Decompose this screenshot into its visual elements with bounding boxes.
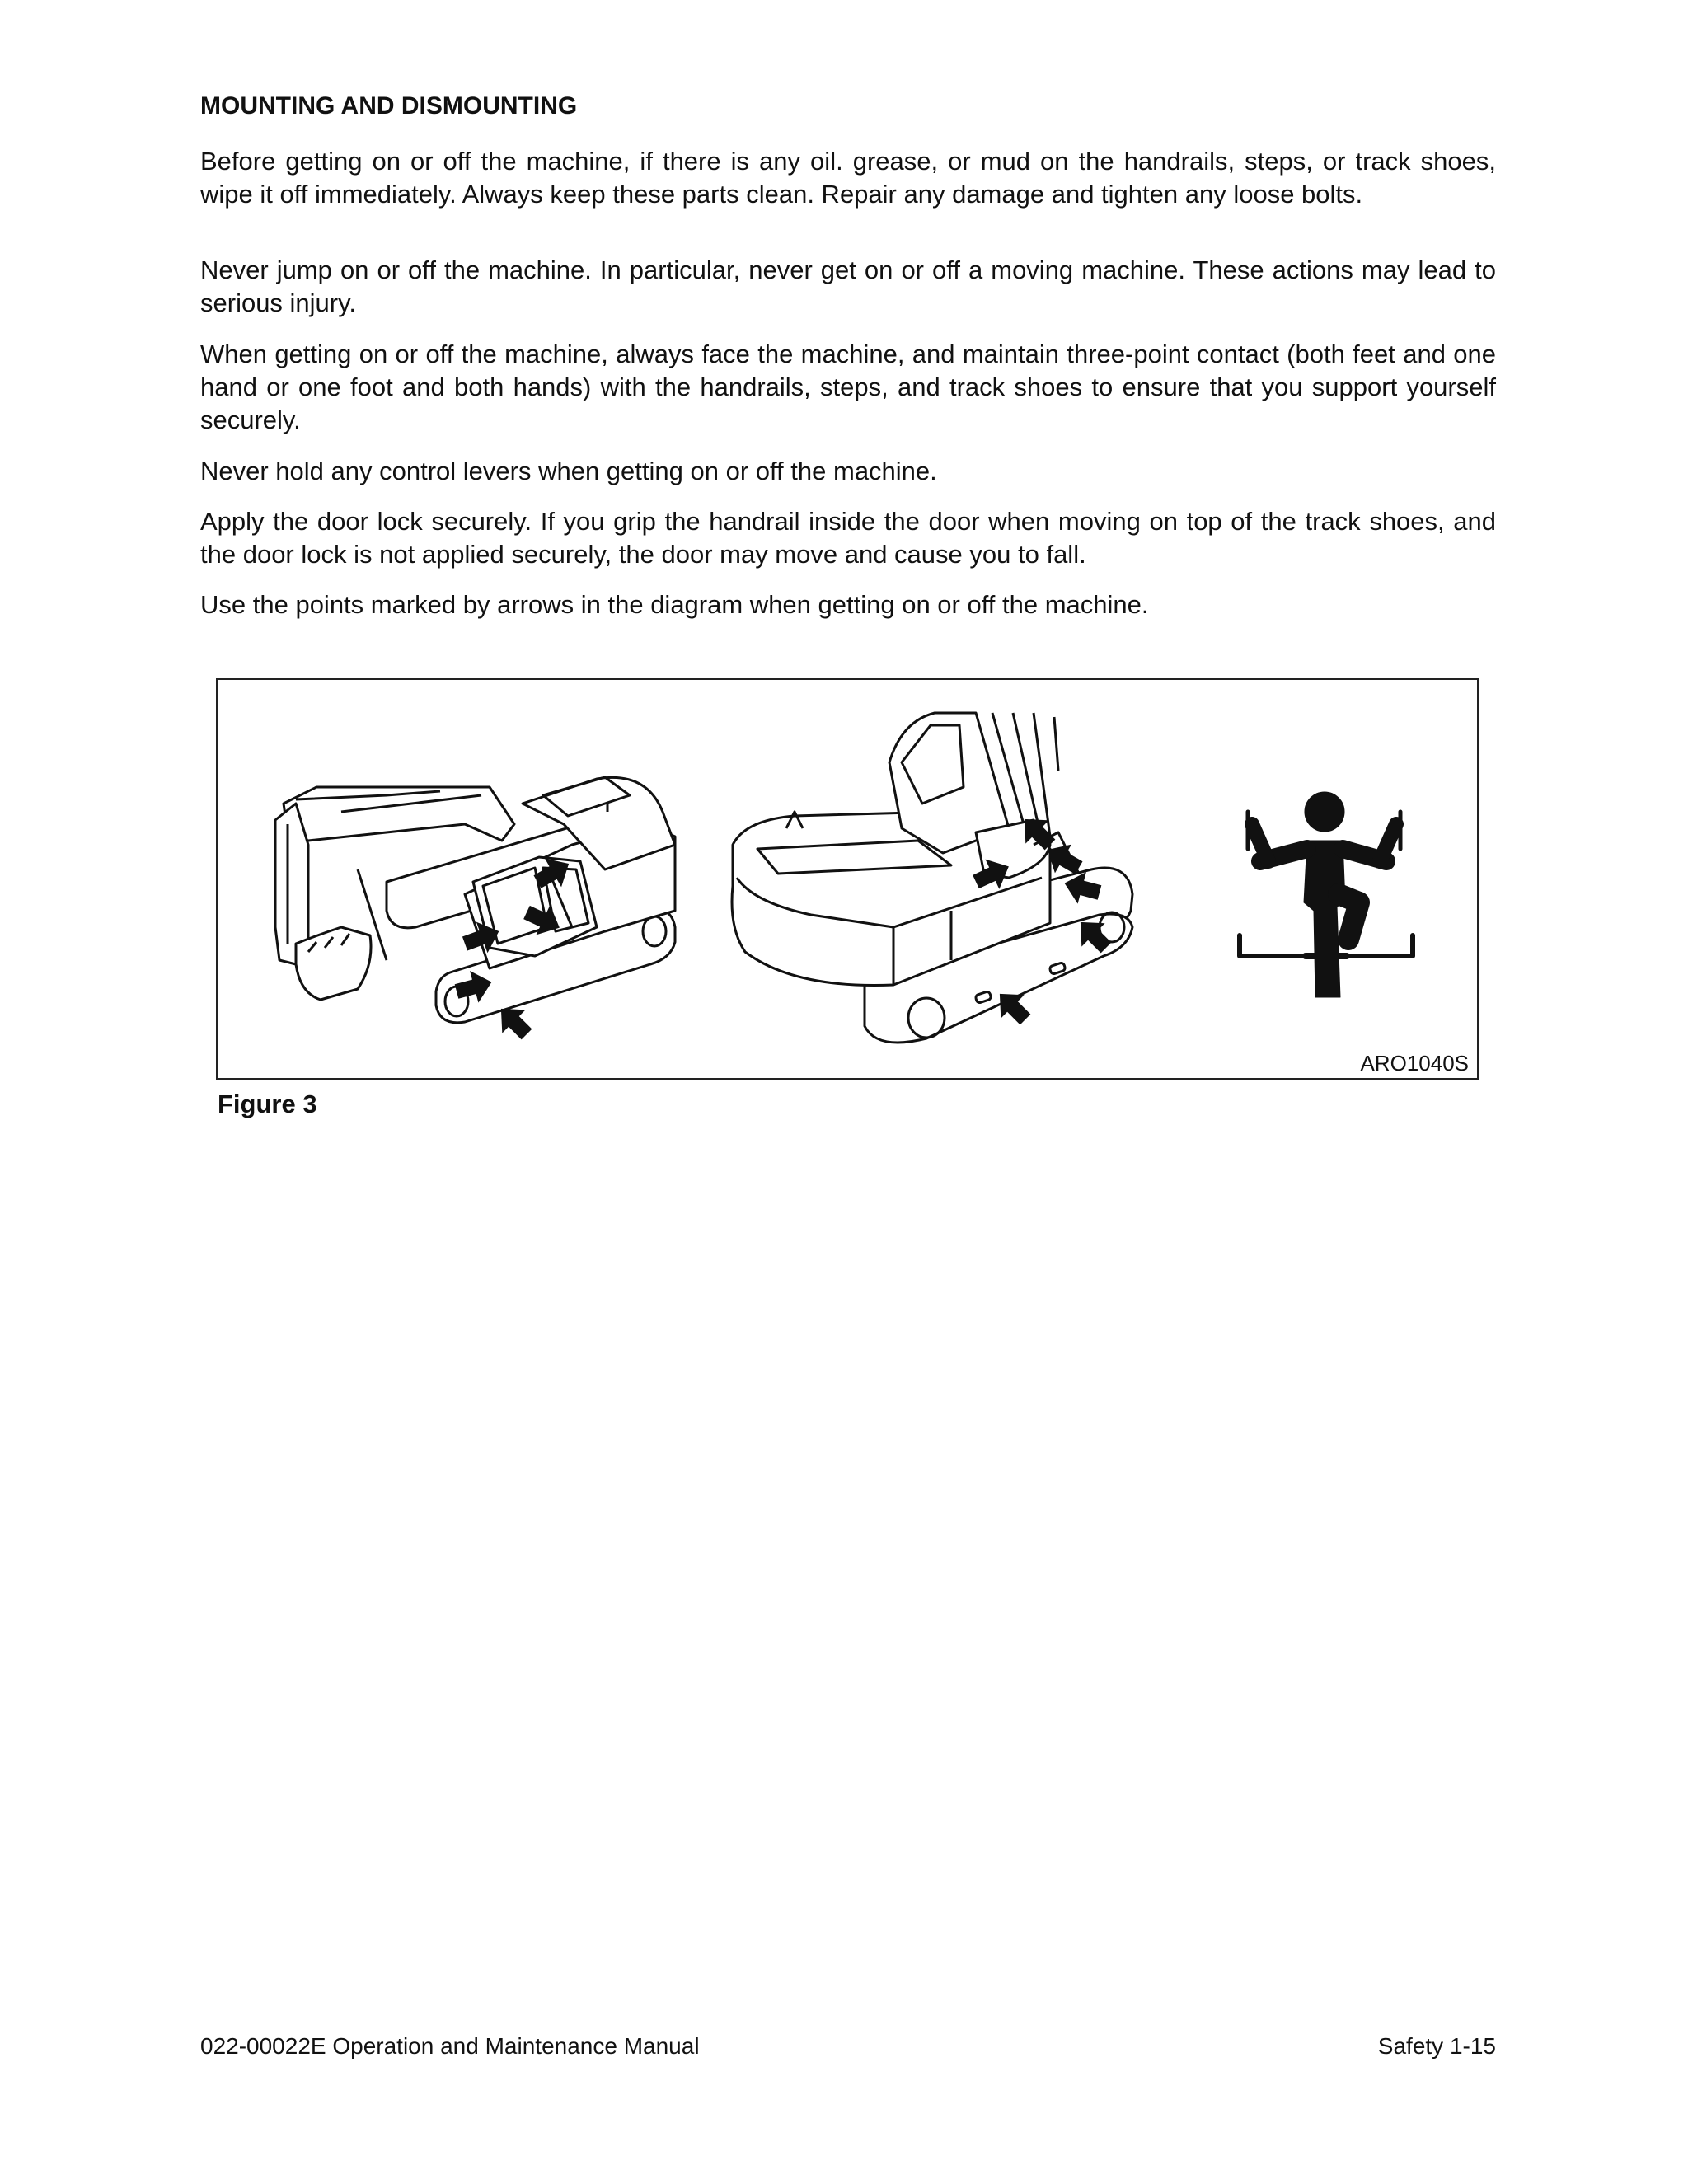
section-heading: MOUNTING AND DISMOUNTING (200, 92, 578, 120)
footer-page-number: Safety 1-15 (1377, 2033, 1496, 2059)
paragraph-clean-handrails: Before getting on or off the machine, if there is any oil. grease, or mud on the handrails, steps, or track shoes, wipe it off immediately. Always keep these parts clean. Repair any damage and tighten any loose bolts. (200, 147, 1496, 209)
paragraph-door-lock: Apply the door lock securely. If you grip the handrail inside the door when moving on top of the track shoes, and the door lock is not applied securely, the door may move and cause you to fall. (200, 507, 1496, 569)
excavator-rear-view-illustration (732, 713, 1132, 1043)
figure-frame (216, 678, 1479, 1080)
paragraph-arrow-points: Use the points marked by arrows in the diagram when getting on or off the machine. (200, 590, 1149, 619)
paragraph-three-point-contact: When getting on or off the machine, always face the machine, and maintain three-point contact (both feet and one hand or one foot and both hands) with the handrails, steps, and track shoes to ensure that you support yourself securely. (200, 340, 1496, 434)
footer-manual-title: 022-00022E Operation and Maintenance Manual (200, 2033, 700, 2059)
figure-code: ARO1040S (1360, 1051, 1469, 1076)
paragraph-control-levers: Never hold any control levers when getting on or off the machine. (200, 457, 937, 485)
paragraph-never-jump: Never jump on or off the machine. In particular, never get on or off a moving machine. These actions may lead to serious injury. (200, 255, 1496, 317)
figure-caption: Figure 3 (218, 1090, 317, 1118)
three-point-contact-pictogram (1240, 792, 1413, 997)
figure-illustration (218, 680, 1477, 1078)
